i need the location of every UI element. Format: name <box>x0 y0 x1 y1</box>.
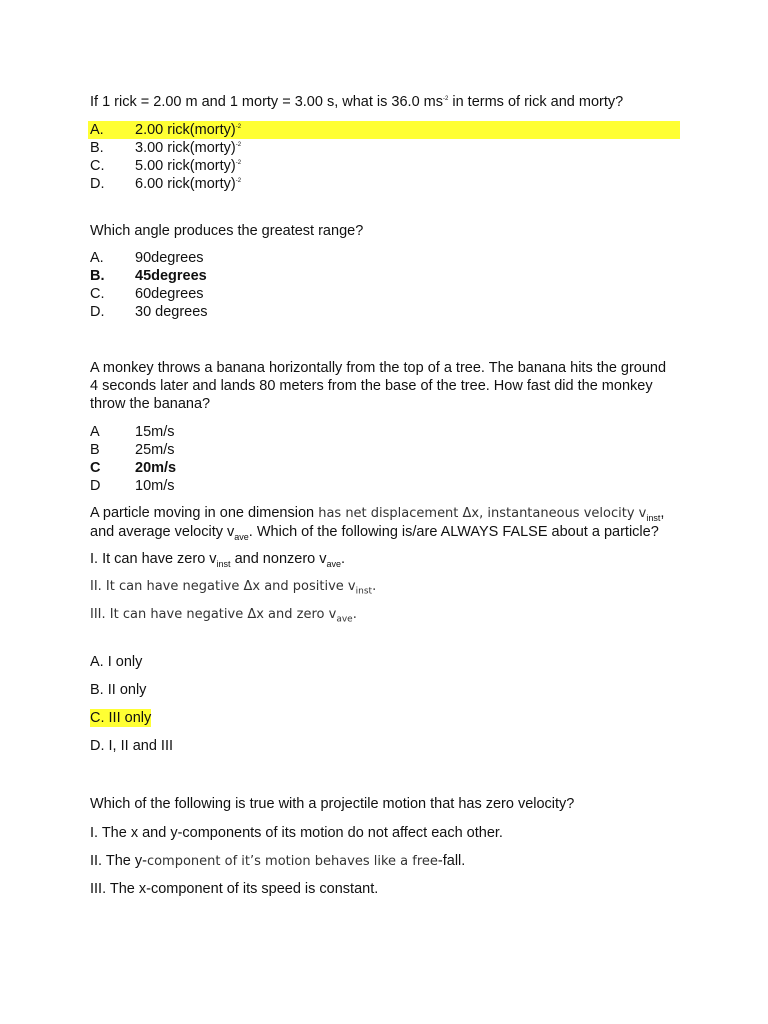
subscript-inst: inst <box>216 558 231 569</box>
question-3-option-a <box>90 423 175 441</box>
subscript-ave: ave <box>234 531 249 542</box>
option-text: 25m/s <box>135 442 175 458</box>
option-exponent: -2 <box>235 178 242 185</box>
question-4-line-1c: , <box>660 505 665 521</box>
option-text: 90degrees <box>135 250 204 266</box>
question-4-answer-d: D. I, II and III <box>90 738 174 754</box>
question-3-stem <box>90 359 690 413</box>
question-1-option-a <box>90 121 241 139</box>
question-3-line-3: throw the banana? <box>90 396 211 412</box>
option-exponent: -2 <box>235 124 242 131</box>
option-letter: D. <box>90 304 105 320</box>
question-2-option-b <box>90 267 207 285</box>
option-text: 6.00 rick(morty) <box>135 176 236 192</box>
option-letter: A. <box>90 122 104 138</box>
statement-2b: . <box>372 579 377 594</box>
option-letter: B <box>90 442 100 458</box>
question-1-stem <box>90 93 690 111</box>
option-text: 60degrees <box>135 286 204 302</box>
question-1-stem-end: in terms of rick and morty? <box>448 94 624 110</box>
question-5-statement-2 <box>90 851 465 871</box>
option-text: 15m/s <box>135 424 175 440</box>
question-2-option-a <box>90 249 204 267</box>
option-text: 30 degrees <box>135 304 208 320</box>
option-exponent: -2 <box>235 142 242 149</box>
option-text: 20m/s <box>135 460 177 476</box>
question-4-statement-3 <box>90 605 357 625</box>
option-text: 2.00 rick(morty) <box>135 122 236 138</box>
question-2-stem: Which angle produces the greatest range? <box>90 223 364 239</box>
question-2-option-d <box>90 303 208 321</box>
question-3-option-c <box>90 459 176 477</box>
option-letter: B. <box>90 268 105 284</box>
question-1-stem-text: If 1 rick = 2.00 m and 1 morty = 3.00 s, what is 36.0 ms <box>90 94 443 110</box>
question-4-statement-1 <box>90 549 345 569</box>
question-3-line-1: A monkey throws a banana horizontally from the top of a tree. The banana hits the ground <box>90 360 667 376</box>
statement-1c: . <box>341 551 346 567</box>
question-3-line-2: 4 seconds later and lands 80 meters from the base of the tree. How fast did the monkey <box>90 378 653 394</box>
question-4-line-1 <box>90 504 710 523</box>
option-letter: C. <box>90 158 105 174</box>
option-letter: C <box>90 460 101 476</box>
question-5-statement-3: III. The x-component of its speed is constant. <box>90 881 379 897</box>
question-4-line-2a: and average velocity v <box>90 524 235 540</box>
statement-2c: -fall. <box>437 853 466 869</box>
question-4-line-2b: . Which of the following is/are ALWAYS FALSE about a particle? <box>248 524 659 540</box>
subscript-ave: ave <box>336 614 353 625</box>
question-4-answer-c <box>90 708 151 728</box>
question-4-answer-b: B. II only <box>90 682 147 698</box>
option-exponent: -2 <box>235 160 242 167</box>
option-letter: D. <box>90 176 105 192</box>
statement-3a: III. It can have negative Δx and zero v <box>90 607 337 622</box>
question-3-option-d <box>90 477 175 495</box>
question-1-option-d <box>90 175 241 193</box>
question-4-line-1a: A particle moving in one dimension <box>90 505 315 521</box>
question-5-statement-1: I. The x and y-components of its motion do not affect each other. <box>90 825 503 841</box>
option-letter: C. <box>90 286 105 302</box>
statement-1b: and nonzero v <box>230 551 327 567</box>
option-letter: D <box>90 478 101 494</box>
option-text: 45degrees <box>135 268 207 284</box>
option-letter: A. <box>90 250 104 266</box>
option-letter: B. <box>90 140 104 156</box>
statement-2b: component of it’s motion behaves like a free <box>146 854 438 869</box>
statement-2a: II. It can have negative Δx and positive v <box>90 579 356 594</box>
option-text: 10m/s <box>135 478 175 494</box>
question-4-line-2 <box>90 523 710 541</box>
question-1-stem-exponent: -2 <box>443 96 449 103</box>
highlighted-answer: C. III only <box>90 710 152 726</box>
question-4-stem <box>90 504 710 541</box>
question-1-option-c <box>90 157 241 175</box>
question-4-line-1b: has net displacement Δx, instantaneous velocity v <box>314 506 647 521</box>
statement-2a: II. The y- <box>90 853 147 869</box>
question-3-option-b <box>90 441 175 459</box>
question-4-answer-a: A. I only <box>90 654 143 670</box>
question-4-statement-2 <box>90 577 376 597</box>
question-1-option-b <box>90 139 241 157</box>
question-2-option-c <box>90 285 204 303</box>
statement-3b: . <box>352 607 357 622</box>
subscript-ave: ave <box>326 558 342 569</box>
question-5-stem: Which of the following is true with a projectile motion that has zero velocity? <box>90 796 575 812</box>
option-letter: A <box>90 424 100 440</box>
statement-1a: I. It can have zero v <box>90 551 217 567</box>
subscript-inst: inst <box>355 586 373 597</box>
option-text: 3.00 rick(morty) <box>135 140 236 156</box>
subscript-inst: inst <box>646 512 661 523</box>
option-text: 5.00 rick(morty) <box>135 158 236 174</box>
